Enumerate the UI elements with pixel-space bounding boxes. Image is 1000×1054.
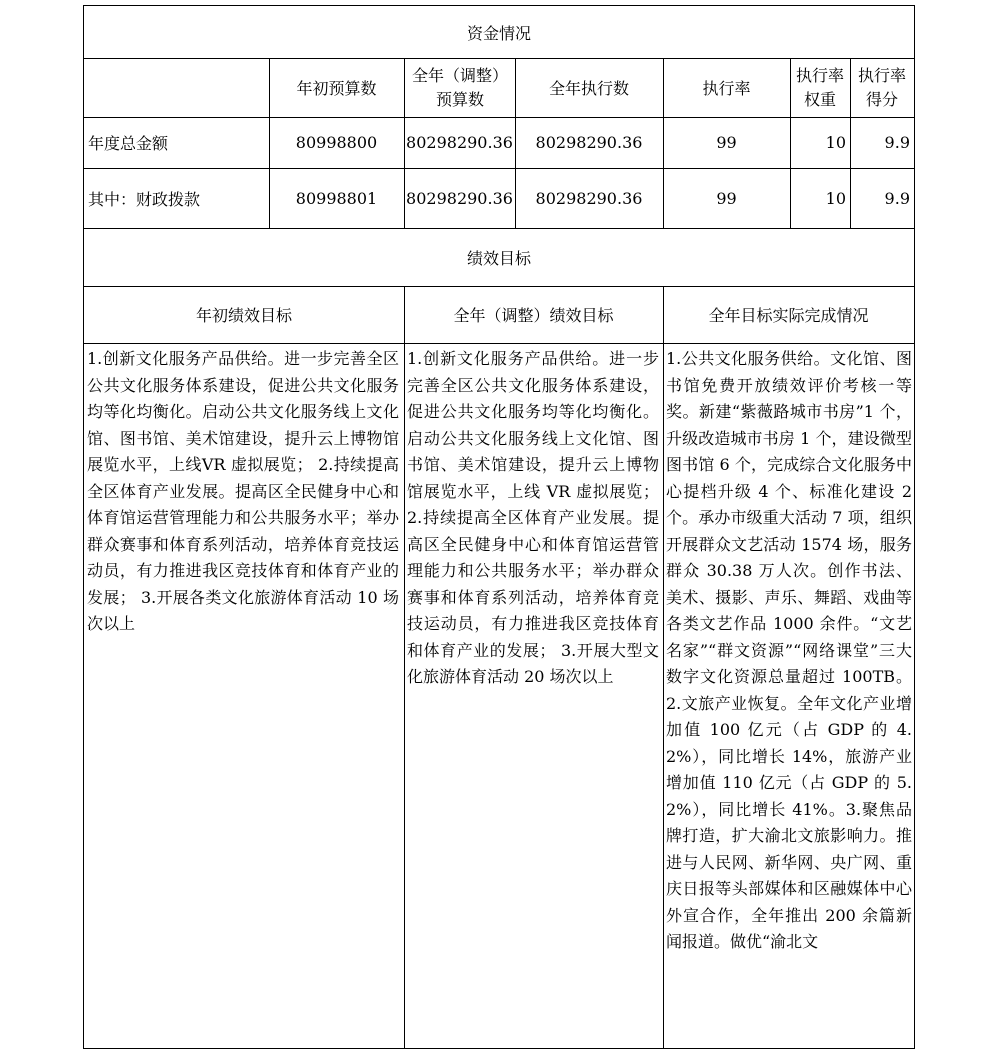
row-fiscal-weight: 10: [825, 188, 846, 208]
row-fiscal-adjusted: 80298290.36: [406, 188, 513, 208]
initial-goal-text: 1.创新文化服务产品供给。进一步完善全区公共文化服务体系建设，促进公共文化服务均等化均衡化。启动公共文化服务线上文化馆、图书馆、美术馆建设，提升云上博物馆展览水平，上线VR 虚拟展览； 2.持续提高全区体育产业发展。提高区全民健身中心和体育馆运营管理能力和公共服务水平；举办群众赛事和体育系列活动，培养体育竞技运动员，有力推进我区竞技体育和体育产业的发展； 3.开展各类文化旅游体育活动 10 场次以上: [87, 349, 399, 633]
header-adjusted-goal: 全年（调整）绩效目标: [453, 306, 614, 325]
header-executed: 全年执行数: [548, 79, 629, 98]
row-fiscal-executed: 80298290.36: [535, 188, 643, 208]
row-fiscal-score: 9.9: [884, 188, 910, 208]
header-rate-score: 执行率得分: [857, 65, 906, 109]
performance-table: [83, 5, 915, 1049]
header-adjusted-budget: 全年（调整）预算数: [411, 65, 508, 109]
header-execution-rate: 执行率: [702, 79, 751, 98]
row-total-rate: 99: [716, 133, 737, 152]
row-fiscal-rate: 99: [716, 188, 737, 208]
header-rate-weight: 执行率权重: [795, 65, 844, 109]
row-total-weight: 10: [825, 133, 846, 152]
row-total-label: 年度总金额: [88, 134, 169, 153]
header-initial-goal: 年初绩效目标: [195, 306, 292, 325]
row-total-adjusted: 80298290.36: [406, 133, 513, 152]
adjusted-goal-text: 1.创新文化服务产品供给。进一步完善全区公共文化服务体系建设，促进公共文化服务均等化均衡化。启动公共文化服务线上文化馆、图书馆、美术馆建设，提升云上博物馆展览水平，上线 VR 虚拟展览； 2.持续提高全区体育产业发展。提高区全民健身中心和体育馆运营管理能力和公共服务水平；举办群众赛事和体育系列活动，培养体育竞技运动员，有力推进我区竞技体育和体育产业的发展； 3.开展大型文化旅游体育活动 20 场次以上: [407, 349, 659, 686]
row-total-executed: 80298290.36: [535, 133, 643, 152]
funds-section-title: 资金情况: [466, 23, 531, 43]
row-fiscal-initial: 80998801: [295, 188, 378, 208]
row-fiscal-label: 其中：财政拨款: [88, 189, 201, 209]
row-total-score: 9.9: [884, 133, 910, 152]
actual-completion-text: 1.公共文化服务供给。文化馆、图书馆免费开放绩效评价考核一等奖。新建“紫薇路城市书房”1 个，升级改造城市书房 1 个，建设微型图书馆 6 个，完成综合文化服务中心提档升级 4 个、标准化建设 2 个。承办市级重大活动 7 项，组织开展群众文艺活动 1574 场，服务群众 30.38 万人次。创作书法、美术、摄影、声乐、舞蹈、戏曲等各类文艺作品 1000 余件。“文艺名家”“群文资源”“网络课堂”三大数字文化资源总量超过 100TB。2.文旅产业恢复。全年文化产业增加值 100 亿元（占 GDP 的 4.2%），同比增长 14%，旅游产业增加值 110 亿元（占 GDP 的 5.2%），同比增长 41%。3.聚焦品牌打造，扩大渝北文旅影响力。推进与人民网、新华网、央广网、重庆日报等头部媒体和区融媒体中心外宣合作，全年推出 200 余篇新闻报道。做优“渝北文: [666, 349, 912, 951]
row-total-initial: 80998800: [295, 133, 378, 152]
header-initial-budget: 年初预算数: [296, 79, 377, 98]
performance-section-title: 绩效目标: [466, 248, 531, 268]
header-actual-completion: 全年目标实际完成情况: [708, 306, 869, 325]
